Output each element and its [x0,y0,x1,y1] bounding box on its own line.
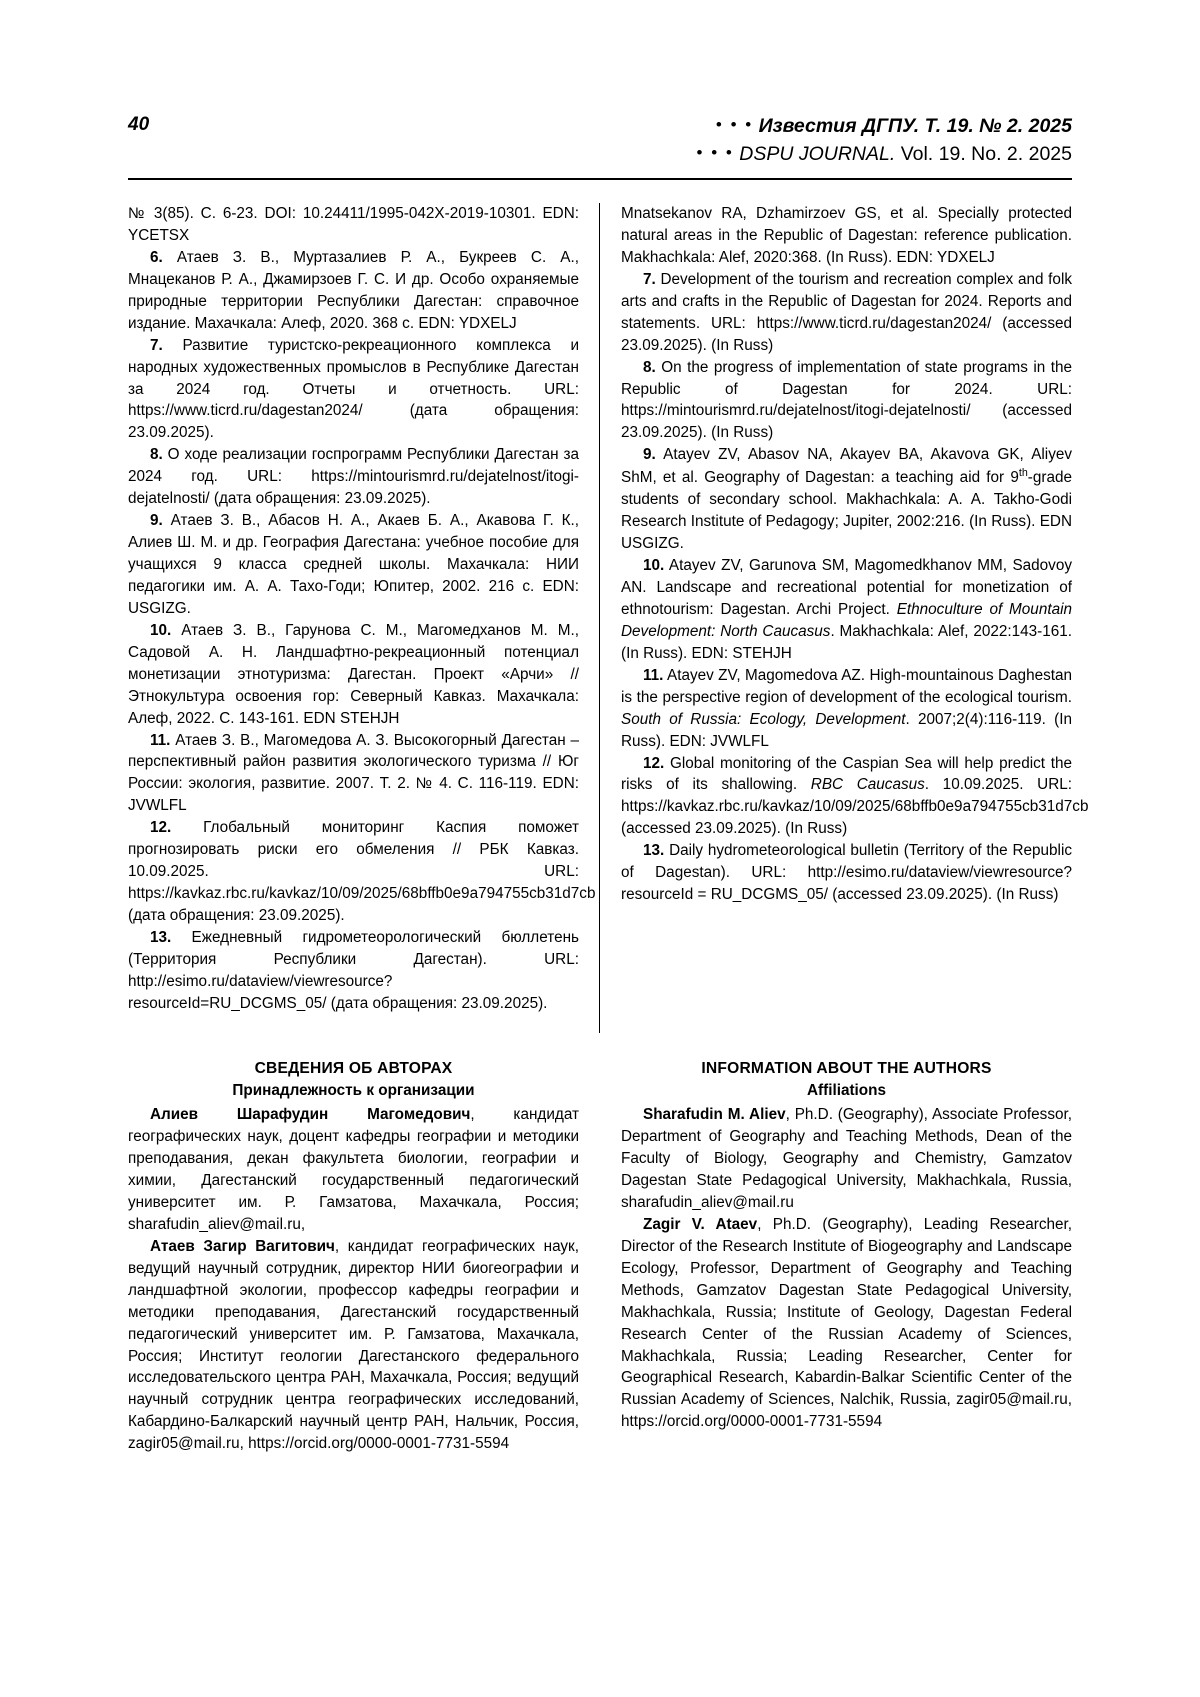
references-column-ru [128,203,596,1015]
reference-text-pre: Global monitoring of the Caspian Sea will help predict the risks of its shallowing. [621,754,1072,794]
reference-text-post: . 10.09.2025. URL: https://kavkaz.rbc.ru/kavkaz/10/09/2025/68bffb0e9a794755cb31d7cb (accessed 23.09.2025). (In Russ) [621,776,1089,838]
reference-item [621,555,1072,665]
authors-column-ru [128,1058,579,1455]
reference-number: 13. [150,928,172,946]
reference-item [621,665,1072,753]
reference-text-post: . 2007;2(4):116-119. (In Russ). EDN: JVWLFL [621,710,1072,750]
authors-subheading-ru: Принадлежность к организации [232,1081,475,1099]
reference-item [621,444,1072,555]
reference-number: 7. [643,270,656,288]
reference-number: 7. [150,336,163,354]
header-divider [128,178,1072,180]
author-affiliation: , Ph.D. (Geography), Associate Professor, Department of Geography and Teaching Methods, Dean of the Faculty of Biology, Geography and Chemistry, Gamzatov Dagestan State Pedagogical University, Makhachkala, Russia, sharafudin_aliev@mail.ru [621,1106,1072,1211]
reference-number: 11. [150,731,171,749]
reference-number: 10. [150,621,172,639]
reference-continuation: Mnatsekanov RA, Dzhamirzoev GS, et al. Specially protected natural areas in the Republic of Dagestan: reference publication. Makhachkala: Alef, 2020:368. (In Russ). EDN: YDXELJ [621,205,1072,266]
author-name: Sharafudin M. Aliev [643,1106,786,1124]
reference-source-title: Ethnoculture of Mountain Development: North Caucasus [621,600,1072,640]
author-name: Алиев Шарафудин Магомедович [150,1106,471,1124]
dots-ornament-ru: • • • [715,115,754,134]
page-number: 40 [128,114,150,135]
reference-text-pre: Atayev ZV, Garunova SM, Magomedkhanov MM, Sadovoy AN. Landscape and recreational potential for monetization of ethnotourism: Dagestan. Archi Project. [621,557,1072,618]
journal-info [697,112,1072,169]
reference-item [128,927,579,1015]
reference-number: 12. [150,819,172,837]
reference-item [128,620,579,730]
reference-item [128,730,579,818]
reference-item [621,840,1072,906]
reference-continuation: № 3(85). С. 6-23. DOI: 10.24411/1995-042X-2019-10301. EDN: YCETSX [128,205,579,244]
dots-ornament-en: • • • [696,143,734,163]
reference-item [128,247,579,335]
reference-number: 9. [643,446,656,464]
reference-text: Глобальный мониторинг Каспия поможет прогнозировать риски его обмеления // РБК Кавказ. 10.09.2025. URL: https://kavkaz.rbc.ru/kavkaz/10/09/2025/68bffb0e9a794755cb31d7cb (дата обращения: 23.09.2025). [128,819,596,924]
journal-title-ru: Известия ДГПУ. Т. 19. № 2. 2025 [758,115,1072,137]
reference-text-pre: Atayev ZV, Abasov NA, Akayev BA, Akavova GK, Aliyev ShM, et al. Geography of Dagestan: a teaching aid for 9 [621,446,1072,487]
reference-text: Атаев З. В., Абасов Н. А., Акаев Б. А., Акавова Г. К., Алиев Ш. М. и др. География Дагестана: учебное пособие для учащихся 9 класса средней школы. Махачкала: НИИ педагогики им. А. А. Тахо-Годи; Юпитер, 2002. 216 с. EDN: USGIZG. [128,512,579,617]
reference-columns [128,203,1089,1015]
reference-text-pre: Atayev ZV, Magomedova AZ. High-mountainous Daghestan is the perspective region of development of the ecological tourism. [621,666,1072,706]
authors-column-en [621,1058,1072,1455]
author-entry [128,1104,579,1236]
reference-item [128,335,579,445]
reference-source-title: South of Russia: Ecology, Development [621,710,906,728]
authors-body-ru [128,1104,579,1455]
reference-number: 9. [150,512,163,530]
journal-title-en: DSPU JOURNAL. [739,143,896,166]
reference-number: 11. [643,666,664,684]
reference-number: 8. [643,358,656,376]
reference-number: 12. [643,754,665,772]
reference-text: Атаев З. В., Магомедова А. З. Высокогорный Дагестан – перспективный район развития экологического туризма // Юг России: экология, развитие. 2007. Т. 2. № 4. С. 116-119. EDN: JVWLFL [128,731,579,815]
page-header [128,112,1072,169]
reference-text-post: . Makhachkala: Alef, 2022:143-161. (In Russ). EDN: STEHJH [621,622,1072,662]
reference-number: 6. [150,248,163,266]
reference-text: Ежедневный гидрометеорологический бюллетень (Территория Республики Дагестан). URL: http://esimo.ru/dataview/viewresource?resourceId=RU_DCGMS_05/ (дата обращения: 23.09.2025). [128,928,579,1012]
author-affiliation: , кандидат географических наук, доцент кафедры географии и методики преподавания, декан факультета биологии, географии и химии, Дагестанский государственный педагогический университет им. Р. Гамзатова, Махачкала, Россия; sharafudin_aliev@mail.ru, [128,1106,579,1233]
journal-volume-en: Vol. 19. No. 2. 2025 [895,143,1072,166]
authors-heading-ru: СВЕДЕНИЯ ОБ АВТОРАХ [254,1060,453,1077]
reference-item [621,753,1089,841]
reference-source-title: RBC Caucasus [810,776,925,794]
author-entry [621,1214,1072,1433]
reference-text: Daily hydrometeorological bulletin (Territory of the Republic of Dagestan). URL: http://esimo.ru/dataview/viewresource?resourceId = RU_DCGMS_05/ (accessed 23.09.2025). (In Russ) [621,842,1072,904]
references-column-en [621,203,1089,1015]
authors-subheading-en: Affiliations [806,1081,887,1099]
reference-text: О ходе реализации госпрограмм Республики Дагестан за 2024 год. URL: https://mintourismrd.ru/dejatelnost/itogi-dejatelnosti/ (дата обращения: 23.09.2025). [128,446,579,508]
author-affiliation: , Ph.D. (Geography), Leading Researcher, Director of the Research Institute of Biogeography and Landscape Ecology, Professor, Department of Geography and Teaching Methods, Gamzatov Dagestan State Pedagogical University, Makhachkala, Russia; Institute of Geology, Dagestan Federal Research Center of the Russian Academy of Sciences, Makhachkala, Russia; Leading Researcher, Center for Geographical Research, Kabardin-Balkar Scientific Center of the Russian Academy of Sciences, Nalchik, Russia, zagir05@mail.ru, https://orcid.org/0000-0001-7731-5594 [621,1215,1072,1431]
author-entry [128,1236,579,1455]
reference-item [128,444,579,510]
author-name: Zagir V. Ataev [643,1215,758,1233]
reference-item [128,510,579,620]
authors-heading-en: INFORMATION ABOUT THE AUTHORS [701,1060,992,1077]
author-affiliation: , кандидат географических наук, ведущий научный сотрудник, директор НИИ биогеографии и ландшафтной экологии, профессор кафедры географии и методики преподавания, Дагестанский государственный педагогический университет им. Р. Гамзатова, Махачкала, Россия; Институт геологии Дагестанского федерального исследовательского центра РАН, Махачкала, Россия; ведущий научный сотрудник центра географических исследований, Кабардино-Балкарский научный центр РАН, Нальчик, Россия, zagir05@mail.ru, https://orcid.org/0000-0001-7731-5594 [128,1237,579,1453]
authors-body-en [621,1104,1072,1433]
reference-text: Development of the tourism and recreation complex and folk arts and crafts in the Republic of Dagestan for 2024. Reports and statements. URL: https://www.ticrd.ru/dagestan2024/ (accessed 23.09.2025). (In Russ) [621,270,1072,354]
column-divider [599,203,600,1033]
author-name: Атаев Загир Вагитович [150,1237,335,1255]
reference-text: Атаев З. В., Муртазалиев Р. А., Букреев С. А., Мнацеканов Р. А., Джамирзоев Г. С. И др. Особо охраняемые природные территории Республики Дагестан: справочное издание. Махачкала: Алеф, 2020. 368 с. EDN: YDXELJ [128,248,579,332]
reference-item [621,357,1072,445]
journal-info-ru [697,112,1072,140]
reference-item [128,817,596,927]
reference-number: 8. [150,446,163,464]
ordinal-superscript: th [1018,467,1028,480]
reference-text: Развитие туристско-рекреационного комплекса и народных художественных промыслов в Республике Дагестан за 2024 год. Отчеты и отчетность. URL: https://www.ticrd.ru/dagestan2024/ (дата обращения: 23.09.2025). [128,336,579,442]
reference-number: 10. [643,557,665,575]
reference-item [621,269,1072,357]
reference-number: 13. [643,842,665,860]
journal-info-en [697,140,1072,168]
reference-text: On the progress of implementation of state programs in the Republic of Dagestan for 2024. URL: https://mintourismrd.ru/dejatelnost/itogi-dejatelnosti/ (accessed 23.09.2025). (In Russ) [621,358,1072,442]
authors-section [128,1058,1072,1455]
author-entry [621,1104,1072,1214]
reference-text-post: -grade students of secondary school. Makhachkala: A. A. Takho-Godi Research Institute of Pedagogy; Jupiter, 2002:216. (In Russ). EDN USGIZG. [621,469,1072,553]
reference-text: Атаев З. В., Гарунова С. М., Магомедханов М. М., Садовой А. Н. Ландшафтно-рекреационный потенциал монетизации этнотуризма: Дагестан. Проект «Арчи» // Этнокультура освоения гор: Северный Кавказ. Махачкала: Алеф, 2022. С. 143-161. EDN STEHJH [128,621,579,727]
